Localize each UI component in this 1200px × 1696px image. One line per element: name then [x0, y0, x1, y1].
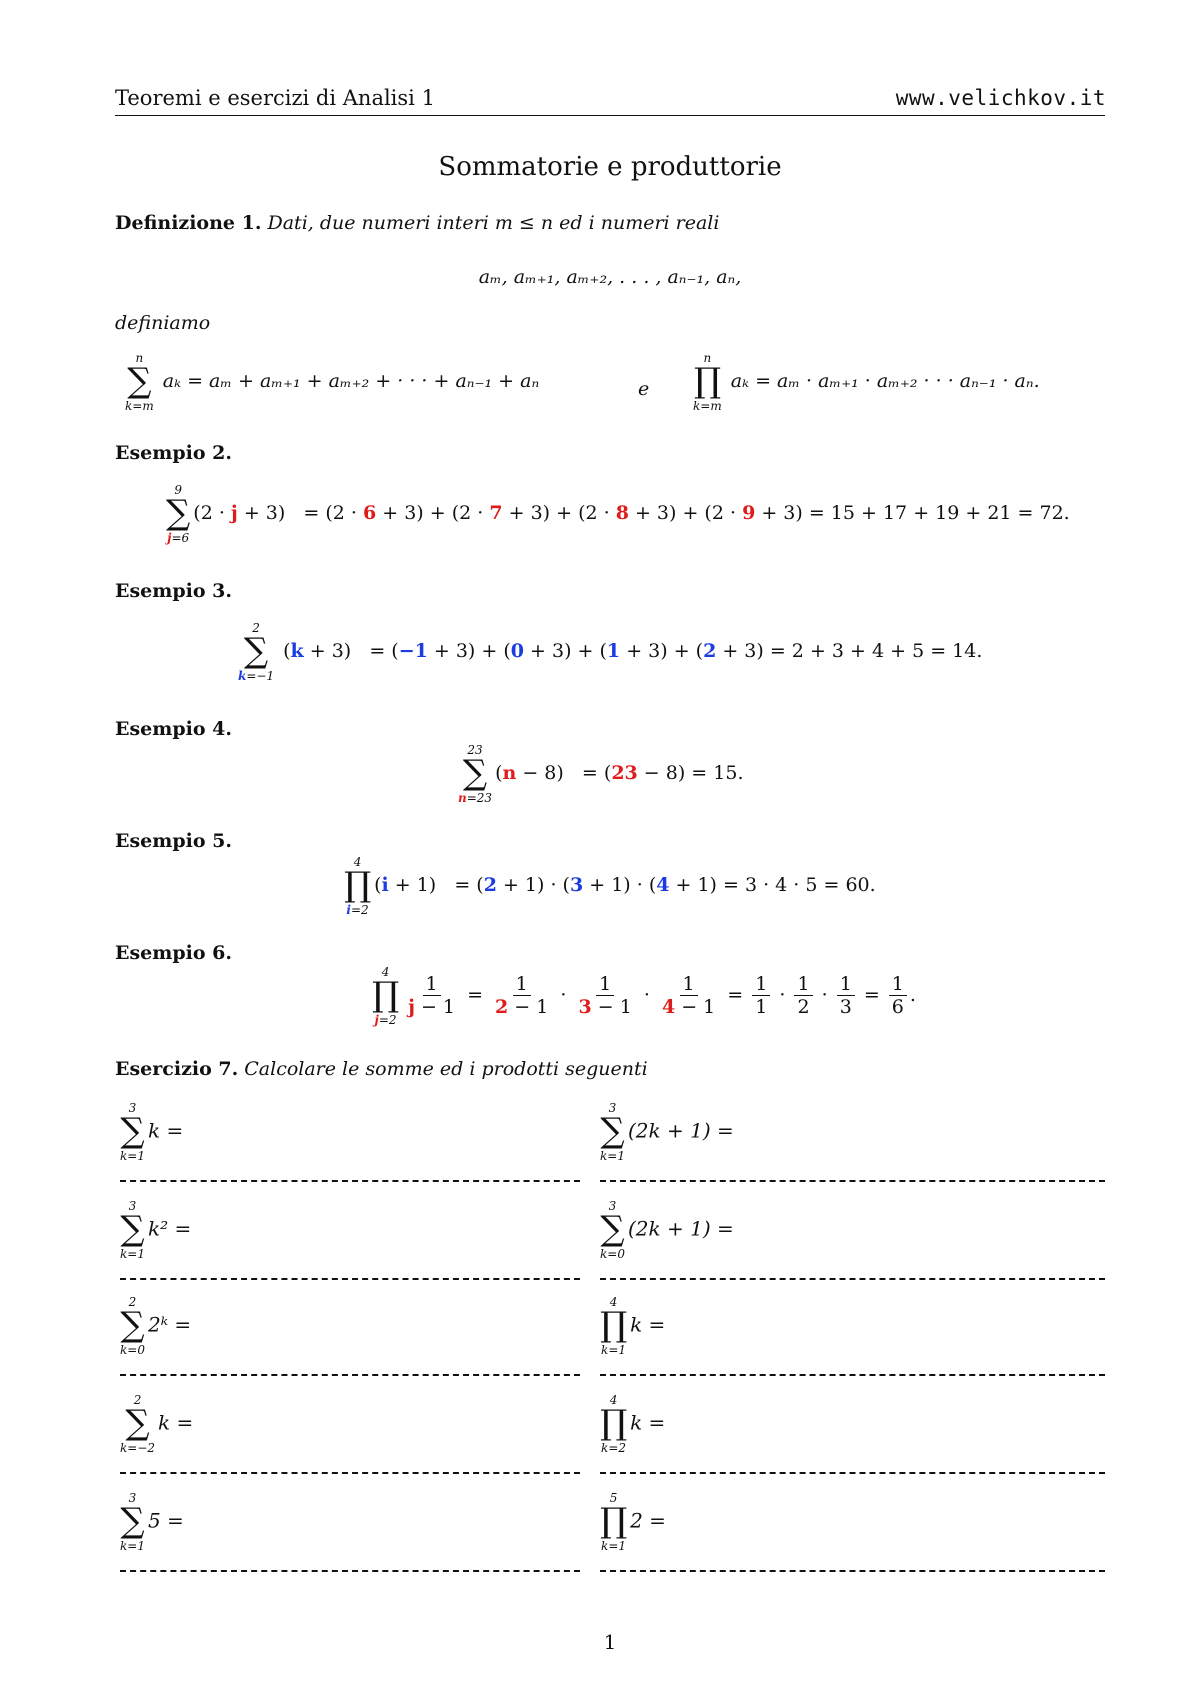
- upper-limit: 3: [128, 1491, 137, 1505]
- upper-limit: 2: [128, 1295, 137, 1309]
- exercise-expression: 5 =: [147, 1508, 184, 1533]
- exercise-item: [120, 1492, 184, 1552]
- exercise-item: [120, 1296, 191, 1356]
- operator: ∑: [600, 1209, 625, 1249]
- header-rule: [115, 115, 1105, 116]
- exercise-item: [600, 1394, 665, 1454]
- lower-limit: k=1: [600, 1148, 625, 1163]
- lower-limit: k=1: [120, 1148, 145, 1163]
- operator: ∑: [600, 1111, 625, 1151]
- answer-dashed-line: [120, 1374, 580, 1376]
- answer-dashed-line: [120, 1570, 580, 1572]
- sum-symbol: [120, 1102, 145, 1162]
- exercise-text: Calcolare le somme ed i prodotti seguenti: [244, 1058, 648, 1080]
- exercise-item: [120, 1200, 191, 1260]
- answer-dashed-line: [600, 1374, 1105, 1376]
- operator: ∑: [120, 1501, 145, 1541]
- exercise-expression: k² =: [147, 1216, 192, 1241]
- lower-limit: k=1: [601, 1342, 627, 1357]
- header-title: Teoremi e esercizi di Analisi 1: [115, 86, 435, 110]
- exercise-expression: (2k + 1) =: [627, 1118, 734, 1143]
- upper-limit: 2: [133, 1393, 142, 1407]
- example-6-equation: 4 ∏ j=2 $\frac{1}{j - 1}$ = $\frac{1}{2 - 1}$ · $\frac{1}{3 - 1}$ · $\frac{1}{4 - 1}$ = $\frac{1}{1}$ · $\frac{1}{2}$ · $\frac{1}{3}$ = $\frac{1}{6}$ .: [372, 965, 916, 1027]
- operator: ∏: [600, 1403, 628, 1443]
- sum-symbol: [120, 1492, 145, 1552]
- product-definition-rhs: aₖ = aₘ · aₘ₊₁ · aₘ₊₂ · · · aₙ₋₁ · aₙ.: [730, 369, 1040, 392]
- sum-symbol: 2 ∑ k=−1: [238, 621, 275, 683]
- example-2-label: Esempio 2.: [115, 442, 232, 464]
- lower-limit: k=1: [601, 1538, 627, 1553]
- exercise-expression: 2 =: [630, 1508, 666, 1533]
- exercise-expression: k =: [147, 1118, 184, 1143]
- upper-limit: 5: [609, 1491, 618, 1505]
- exercise-expression: (2k + 1) =: [627, 1216, 734, 1241]
- exercise-line: [115, 1058, 648, 1080]
- lower-limit: k=2: [601, 1440, 627, 1455]
- lower-limit: k=1: [120, 1538, 145, 1553]
- upper-limit: 3: [608, 1199, 617, 1213]
- answer-dashed-line: [120, 1472, 580, 1474]
- exercise-item: [600, 1102, 734, 1162]
- sum-symbol: 9 ∑ j=6: [166, 483, 191, 545]
- product-symbol: [600, 1492, 627, 1552]
- example-3-label: Esempio 3.: [115, 580, 232, 602]
- operator: ∑: [125, 1403, 150, 1443]
- exercise-expression: k =: [630, 1312, 666, 1337]
- sum-symbol: [120, 1200, 145, 1260]
- answer-dashed-line: [600, 1180, 1105, 1182]
- definition-text: Dati, due numeri interi m ≤ n ed i numeri reali: [267, 212, 720, 234]
- lower-limit: k=0: [600, 1246, 625, 1261]
- answer-dashed-line: [120, 1278, 580, 1280]
- definiamo-text: definiamo: [115, 312, 211, 334]
- exercise-expression: 2ᵏ =: [147, 1312, 192, 1337]
- product-symbol: 4 ∏ i=2: [344, 855, 372, 917]
- sum-symbol: 23 ∑ n=23: [458, 743, 493, 805]
- page-title: Sommatorie e produttorie: [438, 152, 782, 182]
- operator: ∏: [600, 1305, 628, 1345]
- example-5-equation: 4 ∏ i=2 (i + 1) = (2 + 1) · (3 + 1) · (4 + 1) = 3 · 4 · 5 = 60.: [344, 855, 876, 917]
- upper-limit: 4: [609, 1295, 618, 1309]
- sum-symbol: n ∑ k=m: [125, 351, 154, 413]
- answer-dashed-line: [600, 1570, 1105, 1572]
- operator: ∑: [120, 1111, 145, 1151]
- exercise-item: [120, 1394, 193, 1454]
- exercise-label: Esercizio 7.: [115, 1058, 239, 1080]
- product-definition: [693, 352, 1040, 412]
- example-4-equation: 23 ∑ n=23 (n − 8) = (23 − 8) = 15.: [458, 743, 744, 805]
- sum-definition-rhs: aₖ = aₘ + aₘ₊₁ + aₘ₊₂ + · · · + aₙ₋₁ + aₙ: [162, 369, 540, 392]
- product-symbol: 4 ∏ j=2: [372, 965, 400, 1027]
- answer-dashed-line: [600, 1472, 1105, 1474]
- upper-limit: 3: [608, 1101, 617, 1115]
- exercise-expression: k =: [158, 1410, 194, 1435]
- header-website: www.velichkov.it: [895, 86, 1106, 110]
- example-5-label: Esempio 5.: [115, 830, 232, 852]
- upper-limit: 4: [609, 1393, 618, 1407]
- operator: ∏: [600, 1501, 628, 1541]
- upper-limit: 3: [128, 1199, 137, 1213]
- operator: ∑: [120, 1305, 145, 1345]
- exercise-item: [600, 1200, 734, 1260]
- page-number: 1: [603, 1630, 617, 1654]
- product-symbol: [600, 1394, 627, 1454]
- exercise-expression: k =: [630, 1410, 666, 1435]
- upper-limit: 3: [128, 1101, 137, 1115]
- product-symbol: n ∏ k=m: [693, 351, 722, 413]
- sum-symbol: [120, 1394, 155, 1454]
- lower-limit: k=1: [120, 1246, 145, 1261]
- answer-dashed-line: [600, 1278, 1105, 1280]
- exercise-item: [120, 1102, 183, 1162]
- example-2-equation: 9 ∑ j=6 (2 · j + 3) = (2 · 6 + 3) + (2 · 7 + 3) + (2 · 8 + 3) + (2 · 9 + 3) = 15 + 17 + 19 + 21 = 72.: [166, 483, 1070, 545]
- product-symbol: [600, 1296, 627, 1356]
- example-4-label: Esempio 4.: [115, 718, 232, 740]
- sum-symbol: [600, 1200, 625, 1260]
- exercise-item: [600, 1296, 665, 1356]
- lower-limit: k=0: [120, 1342, 145, 1357]
- example-3-equation: 2 ∑ k=−1 (k + 3) = (−1 + 3) + (0 + 3) + (1 + 3) + (2 + 3) = 2 + 3 + 4 + 5 = 14.: [238, 621, 983, 683]
- sum-definition: [125, 352, 539, 412]
- definition-label: Definizione 1.: [115, 212, 262, 234]
- operator: ∑: [120, 1209, 145, 1249]
- example-6-label: Esempio 6.: [115, 942, 232, 964]
- answer-dashed-line: [120, 1180, 580, 1182]
- definition-line: [115, 212, 719, 234]
- sum-symbol: [120, 1296, 145, 1356]
- sum-symbol: [600, 1102, 625, 1162]
- exercise-item: [600, 1492, 666, 1552]
- and-word: e: [638, 378, 650, 400]
- sequence-line: aₘ, aₘ₊₁, aₘ₊₂, . . . , aₙ₋₁, aₙ,: [478, 266, 742, 288]
- lower-limit: k=−2: [120, 1440, 156, 1455]
